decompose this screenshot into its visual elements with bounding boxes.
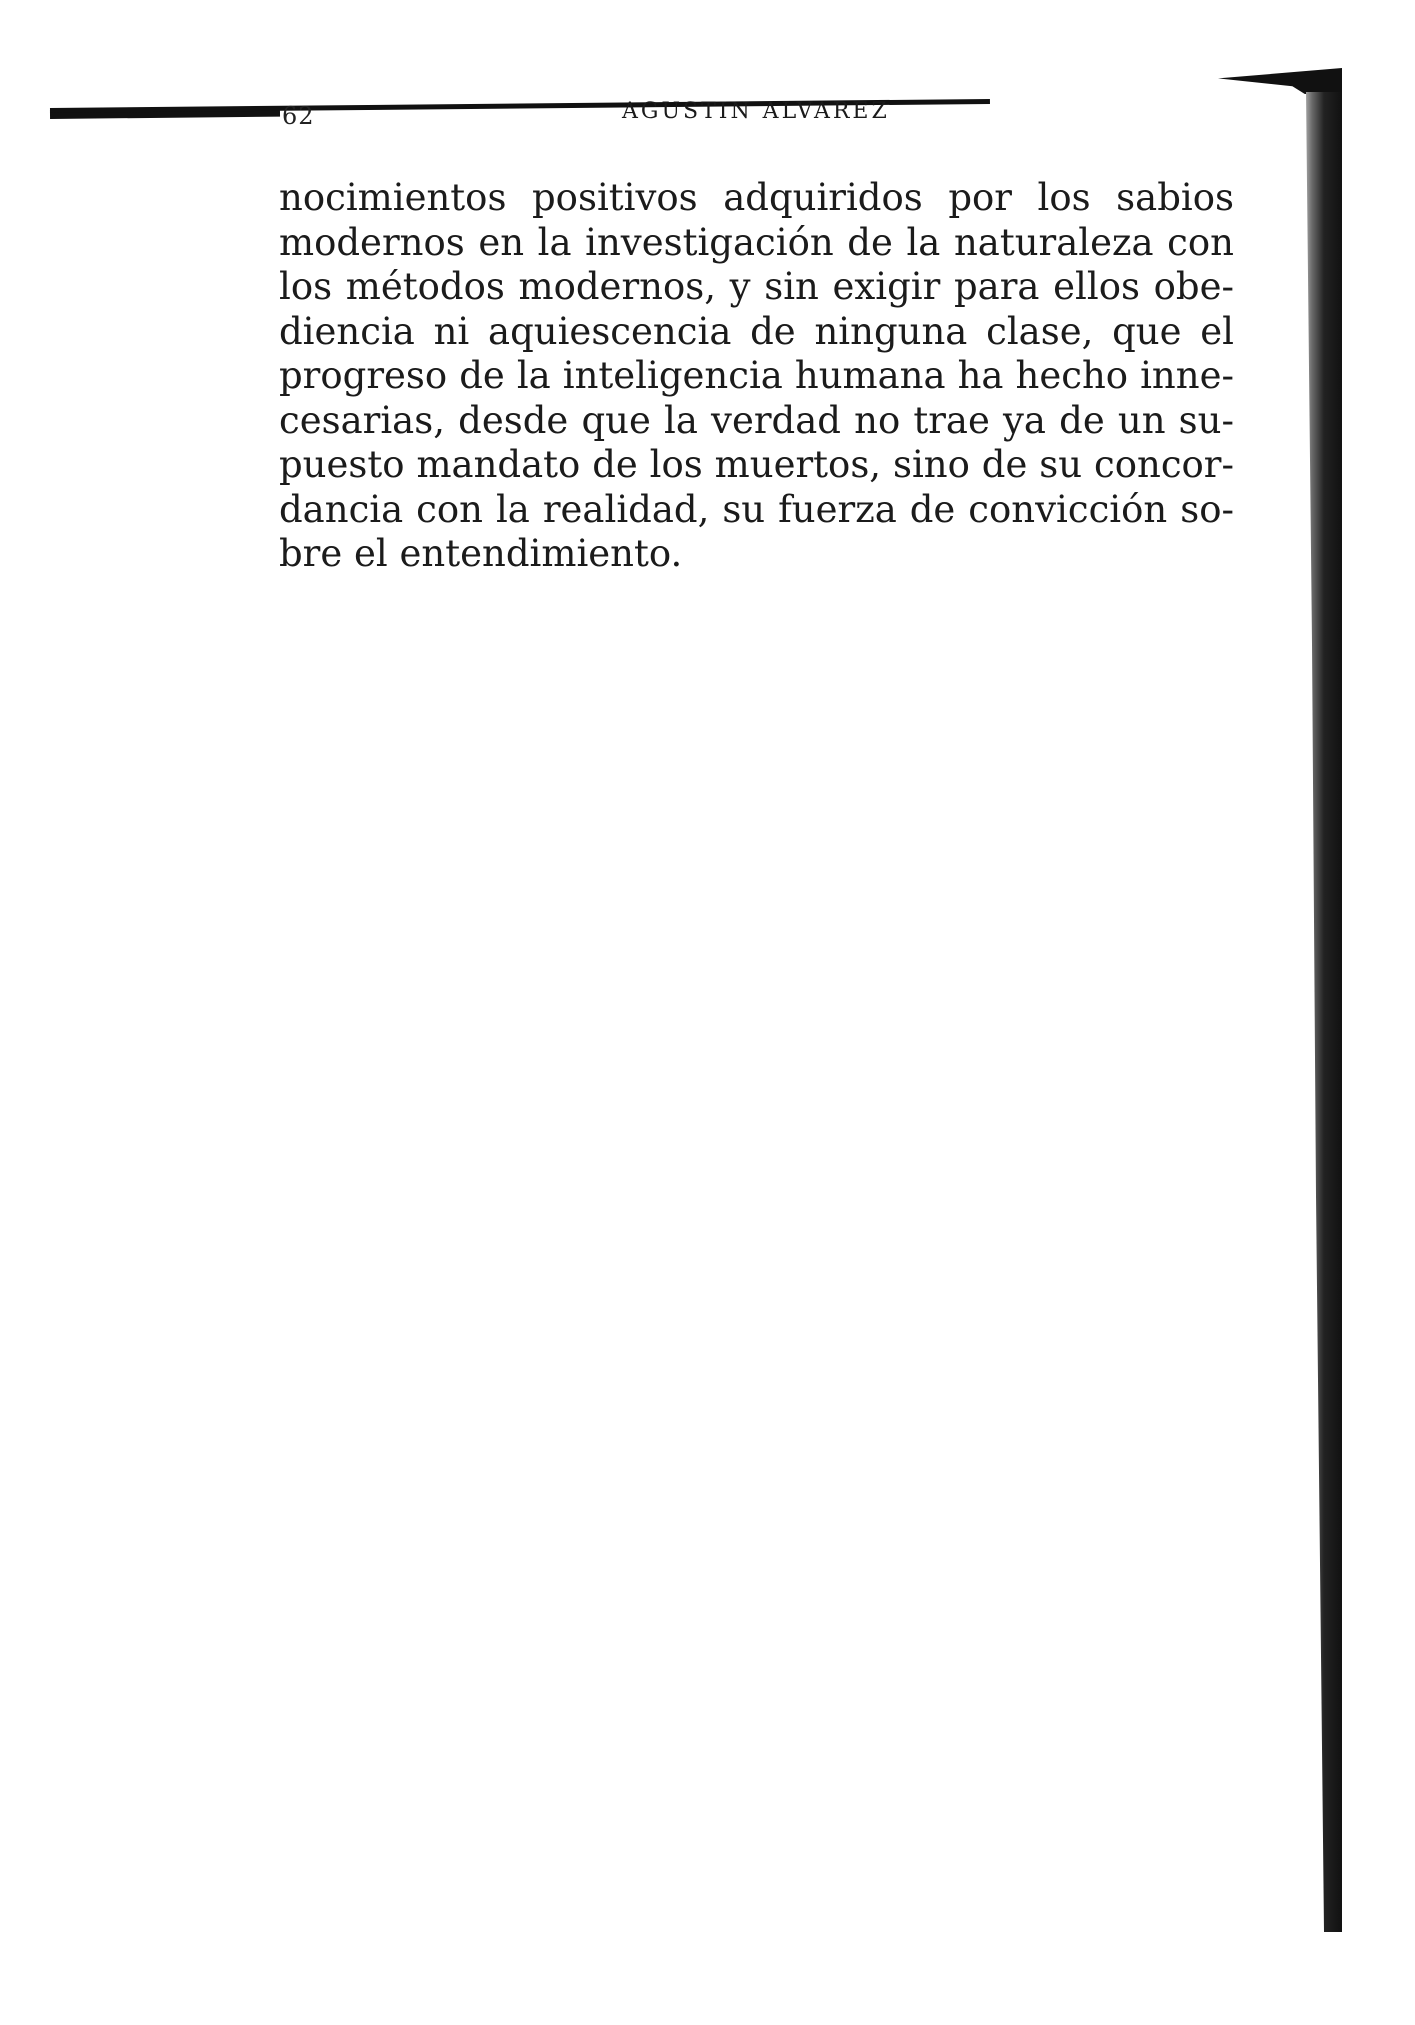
text-line: diencia ni aquiescencia de ninguna clase, que el: [279, 309, 1234, 353]
text-line: puesto mandato de los muertos, sino de su concor-: [279, 443, 1234, 486]
text-line: dancia con la realidad, su fuerza de convicción so-: [279, 487, 1234, 531]
running-title: AGUSTIN ALVAREZ: [622, 99, 890, 124]
page-number: 62: [282, 102, 315, 130]
body-paragraph: [279, 176, 1234, 577]
text-line: bre el entendimiento.: [279, 532, 683, 575]
text-line: nocimientos positivos adquiridos por los sabios: [279, 176, 1234, 219]
text-line: los métodos modernos, y sin exigir para ellos obe-: [279, 265, 1234, 308]
text-line: modernos en la investigación de la naturaleza con: [279, 220, 1234, 264]
binding-edge: [1302, 92, 1342, 1932]
binding-edge-top: [1218, 68, 1342, 94]
text-line: cesarias, desde que la verdad no trae ya de un su-: [279, 398, 1234, 442]
text-line: progreso de la inteligencia humana ha hecho inne-: [279, 354, 1234, 397]
